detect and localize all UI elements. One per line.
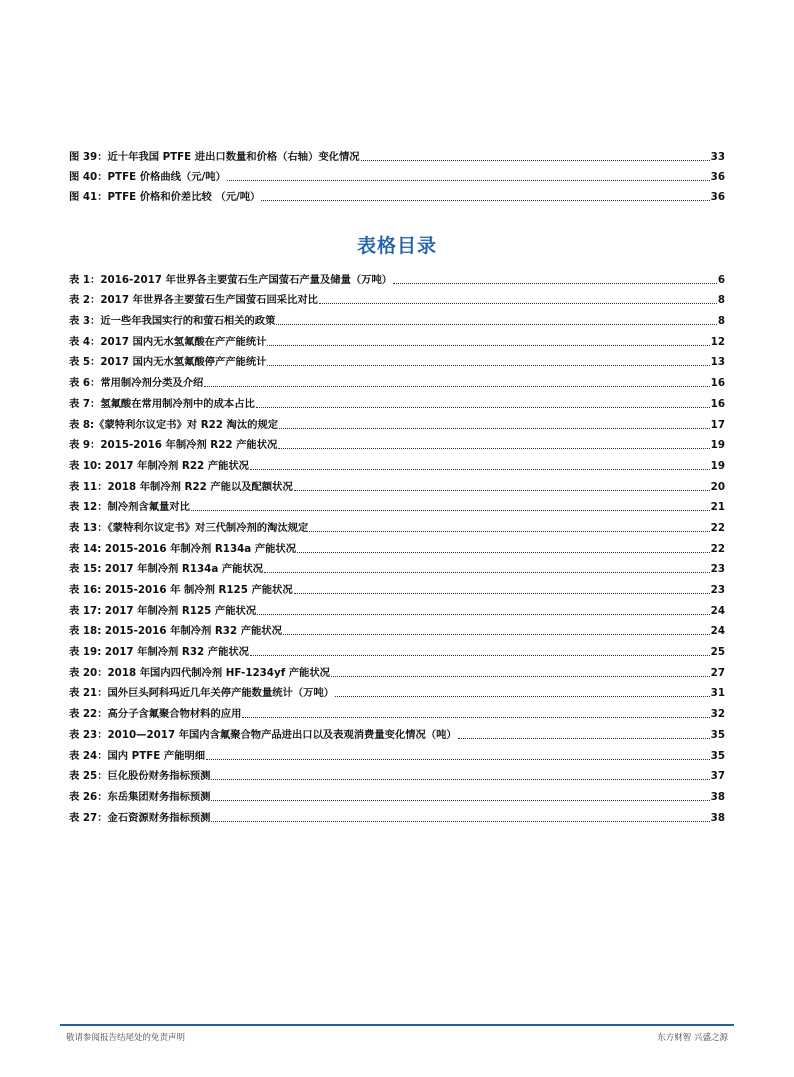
toc-entry-table-9[interactable] [69,432,725,453]
toc-entry-page: 17 [710,418,725,431]
toc-entry-label: 表 15: 2017 年制冷剂 R134a 产能状况 [69,563,264,576]
toc-entry-label: 表 13：《蒙特利尔议定书》对三代制冷剂的淘汰规定 [69,521,309,534]
toc-entry-page: 16 [710,397,725,410]
toc-dot-leader [297,552,710,553]
toc-entry-table-3[interactable] [69,307,725,328]
toc-entry-label: 表 8:《蒙特利尔议定书》对 R22 淘汰的规定 [69,418,279,431]
toc-entry-page: 21 [710,501,725,514]
toc-entry-page: 22 [710,521,725,534]
table-toc-list [69,266,725,825]
toc-entry-page: 38 [710,811,725,824]
toc-dot-leader [393,283,717,284]
toc-entry-table-4[interactable] [69,328,725,349]
toc-entry-label: 表 19: 2017 年制冷剂 R32 产能状况 [69,646,249,659]
figure-toc-list [69,144,725,204]
toc-entry-page: 27 [710,666,725,679]
toc-entry-page: 8 [717,294,725,307]
toc-dot-leader [257,614,710,615]
toc-entry-table-2[interactable] [69,287,725,308]
toc-entry-table-17[interactable] [69,597,725,618]
toc-dot-leader [276,324,716,325]
toc-entry-page: 6 [717,273,725,286]
toc-entry-label: 表 11：2018 年制冷剂 R22 产能以及配额状况 [69,480,293,493]
toc-entry-label: 表 4：2017 国内无水氢氟酸在产产能统计 [69,335,267,348]
toc-entry-table-6[interactable] [69,369,725,390]
toc-entry-label: 图 39：近十年我国 PTFE 进出口数量和价格（右轴）变化情况 [69,151,360,163]
toc-entry-table-16[interactable] [69,576,725,597]
toc-dot-leader [191,510,710,511]
toc-entry-figure-40[interactable] [69,164,725,184]
toc-entry-table-26[interactable] [69,783,725,804]
toc-entry-figure-41[interactable] [69,184,725,204]
toc-entry-label: 表 9：2015-2016 年制冷剂 R22 产能状况 [69,439,278,452]
toc-entry-label: 表 7：氢氟酸在常用制冷剂中的成本占比 [69,397,255,410]
toc-dot-leader [250,469,710,470]
toc-entry-label: 表 25：巨化股份财务指标预测 [69,770,211,783]
toc-entry-page: 24 [710,625,725,638]
toc-dot-leader [211,821,709,822]
toc-entry-page: 16 [710,377,725,390]
toc-entry-label: 表 27：金石资源财务指标预测 [69,811,211,824]
footer-disclaimer: 敬请参阅报告结尾处的免责声明 [66,1033,186,1043]
toc-dot-leader [319,303,717,304]
toc-dot-leader [267,365,709,366]
toc-dot-leader [331,676,710,677]
toc-entry-page: 22 [710,542,725,555]
toc-entry-table-14[interactable] [69,535,725,556]
toc-entry-table-18[interactable] [69,618,725,639]
toc-entry-label: 表 21：国外巨头阿科玛近几年关停产能数量统计（万吨） [69,687,335,700]
toc-dot-leader [256,407,710,408]
toc-entry-label: 表 17: 2017 年制冷剂 R125 产能状况 [69,604,257,617]
toc-dot-leader [211,779,709,780]
toc-entry-label: 表 5：2017 国内无水氢氟酸停产产能统计 [69,356,267,369]
toc-entry-page: 37 [710,770,725,783]
toc-entry-table-15[interactable] [69,556,725,577]
toc-entry-table-1[interactable] [69,266,725,287]
toc-dot-leader [335,696,710,697]
toc-entry-table-10[interactable] [69,452,725,473]
toc-entry-label: 表 24：国内 PTFE 产能明细 [69,749,206,762]
toc-dot-leader [211,800,709,801]
toc-dot-leader [278,448,709,449]
toc-entry-table-13[interactable] [69,514,725,535]
toc-dot-leader [227,180,710,181]
toc-entry-label: 表 23：2010—2017 年国内含氟聚合物产品进出口以及表观消费量变化情况（吨） [69,728,457,741]
toc-dot-leader [204,386,709,387]
toc-dot-leader [206,759,710,760]
toc-entry-page: 33 [710,151,725,163]
toc-entry-table-27[interactable] [69,804,725,825]
toc-dot-leader [279,428,710,429]
toc-entry-label: 表 12：制冷剂含氟量对比 [69,501,190,514]
toc-entry-page: 12 [710,335,725,348]
toc-entry-label: 表 14: 2015-2016 年制冷剂 R134a 产能状况 [69,542,297,555]
toc-entry-page: 19 [710,459,725,472]
toc-entry-table-11[interactable] [69,473,725,494]
toc-entry-table-7[interactable] [69,390,725,411]
toc-entry-table-21[interactable] [69,680,725,701]
toc-entry-table-8[interactable] [69,411,725,432]
toc-entry-table-23[interactable] [69,721,725,742]
toc-entry-page: 23 [710,584,725,596]
toc-entry-page: 8 [717,315,725,328]
toc-entry-label: 表 16: 2015-2016 年 制冷剂 R125 产能状况 [69,584,293,596]
toc-entry-page: 38 [710,790,725,803]
toc-entry-page: 24 [710,604,725,617]
toc-entry-table-22[interactable] [69,700,725,721]
toc-entry-label: 表 3：近一些年我国实行的和萤石相关的政策 [69,315,276,328]
toc-dot-leader [361,160,710,161]
toc-dot-leader [283,634,710,635]
toc-entry-page: 36 [710,171,725,183]
toc-entry-label: 表 26：东岳集团财务指标预测 [69,790,211,803]
toc-entry-table-20[interactable] [69,659,725,680]
toc-entry-figure-39[interactable] [69,144,725,164]
toc-dot-leader [294,490,710,491]
toc-entry-label: 表 10: 2017 年制冷剂 R22 产能状况 [69,459,249,472]
toc-dot-leader [309,531,709,532]
toc-entry-label: 表 18: 2015-2016 年制冷剂 R32 产能状况 [69,625,282,638]
toc-entry-page: 19 [710,439,725,452]
toc-entry-page: 32 [710,708,725,721]
toc-dot-leader [264,572,710,573]
toc-entry-page: 35 [710,749,725,762]
toc-entry-table-19[interactable] [69,638,725,659]
toc-dot-leader [458,738,710,739]
toc-dot-leader [242,717,709,718]
toc-entry-label: 表 20：2018 年国内四代制冷剂 HF-1234yf 产能状况 [69,666,330,679]
toc-entry-page: 35 [710,728,725,741]
toc-entry-label: 表 22：高分子含氟聚合物材料的应用 [69,708,242,721]
table-toc-heading: 表格目录 [356,235,437,257]
toc-entry-table-12[interactable] [69,494,725,515]
footer-divider [60,1024,734,1026]
toc-entry-label: 图 41：PTFE 价格和价差比较 （元/吨） [69,191,261,203]
footer-slogan: 东方财智 兴盛之源 [657,1033,728,1043]
toc-dot-leader [267,345,709,346]
toc-entry-page: 20 [710,480,725,493]
toc-entry-page: 31 [710,687,725,700]
toc-dot-leader [250,655,710,656]
toc-entry-label: 图 40：PTFE 价格曲线（元/吨） [69,171,226,183]
toc-dot-leader [294,593,710,594]
toc-dot-leader [261,200,709,201]
toc-entry-page: 13 [710,356,725,369]
toc-entry-label: 表 6：常用制冷剂分类及介绍 [69,377,204,390]
toc-entry-table-5[interactable] [69,349,725,370]
toc-entry-label: 表 2：2017 年世界各主要萤石生产国萤石回采比对比 [69,294,318,307]
toc-entry-table-24[interactable] [69,742,725,763]
toc-entry-page: 23 [710,563,725,576]
toc-entry-label: 表 1：2016-2017 年世界各主要萤石生产国萤石产量及储量（万吨） [69,273,393,286]
toc-entry-page: 25 [710,646,725,659]
toc-entry-table-25[interactable] [69,763,725,784]
toc-entry-page: 36 [710,191,725,203]
